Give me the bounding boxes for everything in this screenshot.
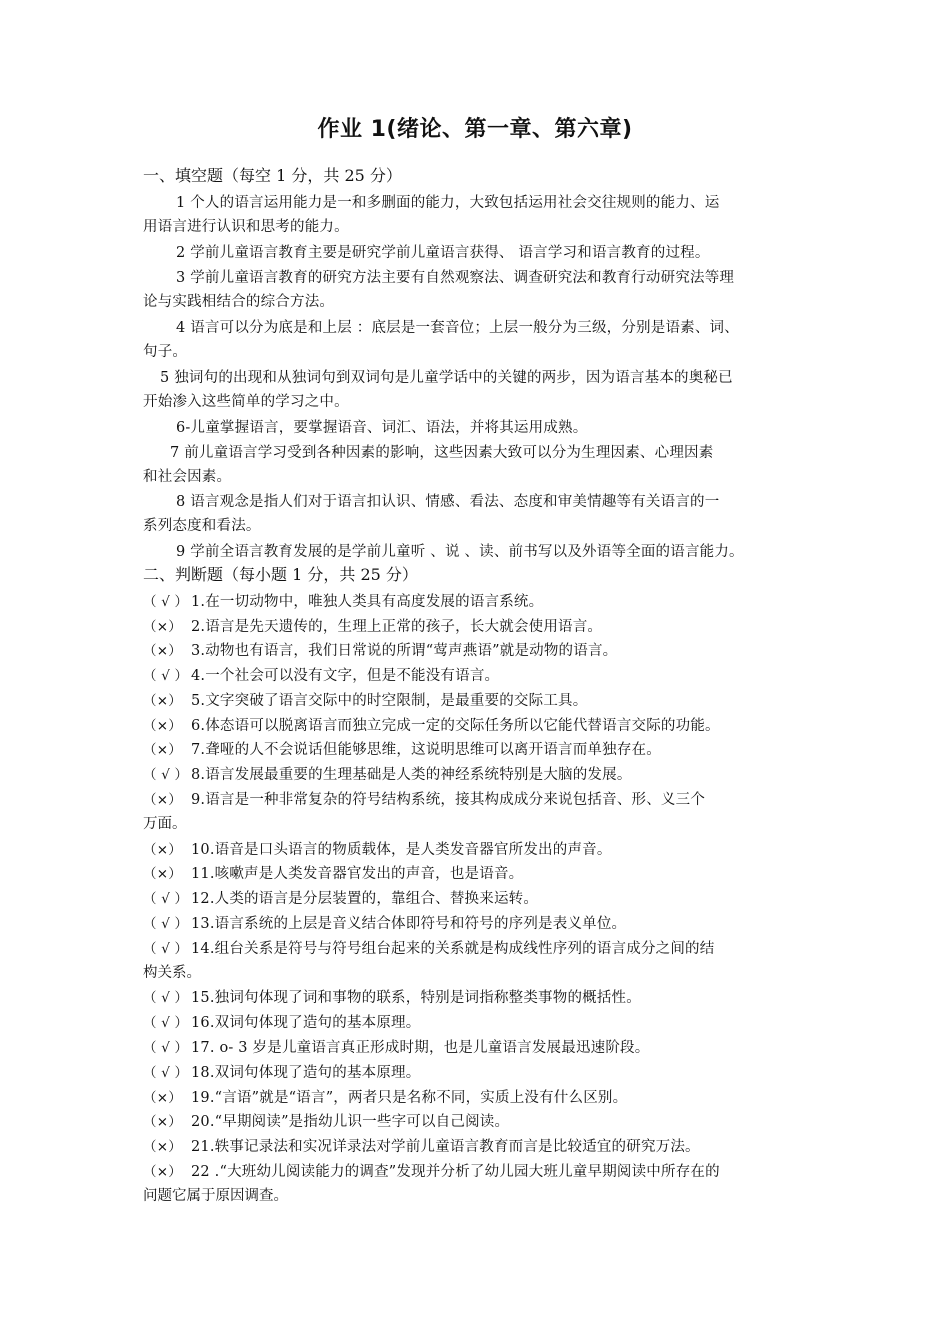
fill-item-7-line-2: 和社会因素。 <box>143 469 232 485</box>
answer-mark: （×） <box>143 742 182 758</box>
fill-item-1-line-2: 用语言进行认识和思考的能力。 <box>143 219 349 235</box>
judge-text: 8.语言发展最重要的生理基础是人类的神经系统特别是大脑的发展。 <box>191 767 632 783</box>
answer-mark: （×） <box>143 1139 182 1155</box>
judge-item-15 <box>143 986 641 1010</box>
answer-mark: （ √ ） <box>143 594 189 610</box>
judge-item-6 <box>143 714 720 738</box>
judge-item-9 <box>143 788 705 812</box>
answer-mark: （ √ ） <box>143 668 189 684</box>
answer-mark: （ √ ） <box>143 1065 189 1081</box>
judge-item-14-cont: 构关系。 <box>143 965 201 981</box>
judge-item-7 <box>143 738 661 762</box>
judge-item-1 <box>143 590 543 614</box>
judge-text: 13.语言系统的上层是音义结合体即符号和符号的序列是表义单位。 <box>191 916 627 932</box>
answer-mark: （ √ ） <box>143 1040 189 1056</box>
section-heading-true-false: 二、判断题（每小题 1 分，共 25 分） <box>143 565 418 584</box>
judge-item-3 <box>143 639 617 663</box>
judge-item-10 <box>143 838 612 862</box>
judge-item-11 <box>143 862 523 886</box>
judge-item-12 <box>143 887 538 911</box>
judge-item-2 <box>143 615 602 639</box>
judge-text: 7.聋哑的人不会说话但能够思维，这说明思维可以离开语言而单独存在。 <box>191 742 661 758</box>
judge-text: 6.体态语可以脱离语言而独立完成一定的交际任务所以它能代替语言交际的功能。 <box>191 718 720 734</box>
judge-text: 12.人类的语言是分层装置的，靠组合、替换来运转。 <box>191 891 539 907</box>
judge-item-22 <box>143 1160 720 1184</box>
judge-item-17 <box>143 1036 649 1060</box>
fill-item-9: 9 学前全语言教育发展的是学前儿童听 、说 、读、前书写以及外语等全面的语言能力。 <box>176 544 744 560</box>
fill-item-5-line-1: 5 独词句的出现和从独词句到双词句是儿童学话中的关键的两步，因为语言基本的奥秘已 <box>160 370 733 386</box>
fill-item-1-line-1: 1 个人的语言运用能力是一和多删面的能力，大致包括运用社会交往规则的能力、运 <box>176 195 720 211</box>
judge-item-16 <box>143 1011 420 1035</box>
answer-mark: （ √ ） <box>143 891 189 907</box>
judge-item-14 <box>143 937 714 961</box>
fill-item-4-line-2: 句子。 <box>143 344 188 360</box>
judge-item-18 <box>143 1061 420 1085</box>
judge-text: 21.轶事记录法和实况详录法对学前儿童语言教育而言是比较适宜的研究万法。 <box>191 1139 700 1155</box>
judge-text: 20.“早期阅读”是指幼儿识一些字可以自己阅读。 <box>191 1114 510 1130</box>
judge-text: 19.“言语”就是“语言”，两者只是名称不同，实质上没有什么区别。 <box>191 1090 628 1106</box>
judge-item-8 <box>143 763 632 787</box>
fill-item-4-line-1: 4 语言可以分为底是和上层 ：底层是一套音位；上层一般分为三级，分别是语素、词、 <box>176 320 739 336</box>
judge-text: 11.咳嗽声是人类发音器官发出的声音，也是语音。 <box>191 866 524 882</box>
answer-mark: （×） <box>143 842 182 858</box>
answer-mark: （ √ ） <box>143 990 189 1006</box>
fill-item-3-line-2: 论与实践相结合的综合方法。 <box>143 294 335 310</box>
judge-text: 1.在一切动物中，唯独人类具有高度发展的语言系统。 <box>191 594 544 610</box>
judge-text: 15.独词句体现了词和事物的联系，特别是词指称整类事物的概括性。 <box>191 990 641 1006</box>
judge-text: 10.语音是口头语言的物质载体，是人类发音器官所发出的声音。 <box>191 842 612 858</box>
judge-text: 14.组台关系是符号与符号组台起来的关系就是构成线性序列的语言成分之间的结 <box>191 941 715 957</box>
answer-mark: （×） <box>143 792 182 808</box>
fill-item-7-line-1: 7 前儿童语言学习受到各种因素的影响，这些因素大致可以分为生理因素、心理因素 <box>170 445 714 461</box>
answer-mark: （×） <box>143 866 182 882</box>
judge-item-19 <box>143 1086 627 1110</box>
judge-item-4 <box>143 664 499 688</box>
fill-item-8-line-1: 8 语言观念是指人们对于语言扣认识、情感、看法、态度和审美情趣等有关语言的一 <box>176 494 720 510</box>
section-heading-fill-in: 一、填空题（每空 1 分，共 25 分） <box>143 166 402 185</box>
judge-text: 3.动物也有语言，我们日常说的所谓“莺声燕语”就是动物的语言。 <box>191 643 618 659</box>
answer-mark: （ √ ） <box>143 941 189 957</box>
judge-item-20 <box>143 1110 509 1134</box>
fill-item-5-line-2: 开始渗入这些简单的学习之中。 <box>143 394 349 410</box>
answer-mark: （×） <box>143 1090 182 1106</box>
judge-text: 2.语言是先天遗传的，生理上正常的孩子，长大就会使用语言。 <box>191 619 603 635</box>
answer-mark: （ √ ） <box>143 1015 189 1031</box>
fill-item-8-line-2: 系列态度和看法。 <box>143 518 261 534</box>
judge-text: 18.双词句体现了造句的基本原理。 <box>191 1065 421 1081</box>
judge-text: 4.一个社会可以没有文字，但是不能没有语言。 <box>191 668 500 684</box>
answer-mark: （×） <box>143 619 182 635</box>
answer-mark: （×） <box>143 1164 182 1180</box>
judge-text: 16.双词句体现了造句的基本原理。 <box>191 1015 421 1031</box>
fill-item-6: 6-儿童掌握语言，要掌握语音、词汇、语法，并将其运用成熟。 <box>176 420 588 436</box>
judge-item-9-cont: 万面。 <box>143 816 187 832</box>
answer-mark: （×） <box>143 1114 182 1130</box>
answer-mark: （×） <box>143 718 182 734</box>
answer-mark: （×） <box>143 693 182 709</box>
answer-mark: （ √ ） <box>143 767 189 783</box>
page-title: 作业 1(绪论、第一章、第六章) <box>317 117 633 142</box>
judge-item-5 <box>143 689 587 713</box>
judge-item-13 <box>143 912 626 936</box>
judge-item-22-cont: 问题它属于原因调查。 <box>143 1188 288 1204</box>
judge-text: 5.文字突破了语言交际中的时空限制，是最重要的交际工具。 <box>191 693 588 709</box>
judge-text: 9.语言是一种非常复杂的符号结构系统，接其构成成分来说包括音、形、义三个 <box>191 792 706 808</box>
fill-item-2: 2 学前儿童语言教育主要是研究学前儿童语言获得、 语言学习和语言教育的过程。 <box>176 245 710 261</box>
answer-mark: （ √ ） <box>143 916 189 932</box>
fill-item-3-line-1: 3 学前儿童语言教育的研究方法主要有自然观察法、调查研究法和教育行动研究法等理 <box>176 270 735 286</box>
judge-text: 22 .“大班幼儿阅读能力的调查”发现并分析了幼儿园大班儿童早期阅读中所存在的 <box>191 1164 720 1180</box>
answer-mark: （×） <box>143 643 182 659</box>
judge-text: 17. o- 3 岁是儿童语言真正形成时期，也是儿童语言发展最迅速阶段。 <box>191 1040 650 1056</box>
judge-item-21 <box>143 1135 700 1159</box>
